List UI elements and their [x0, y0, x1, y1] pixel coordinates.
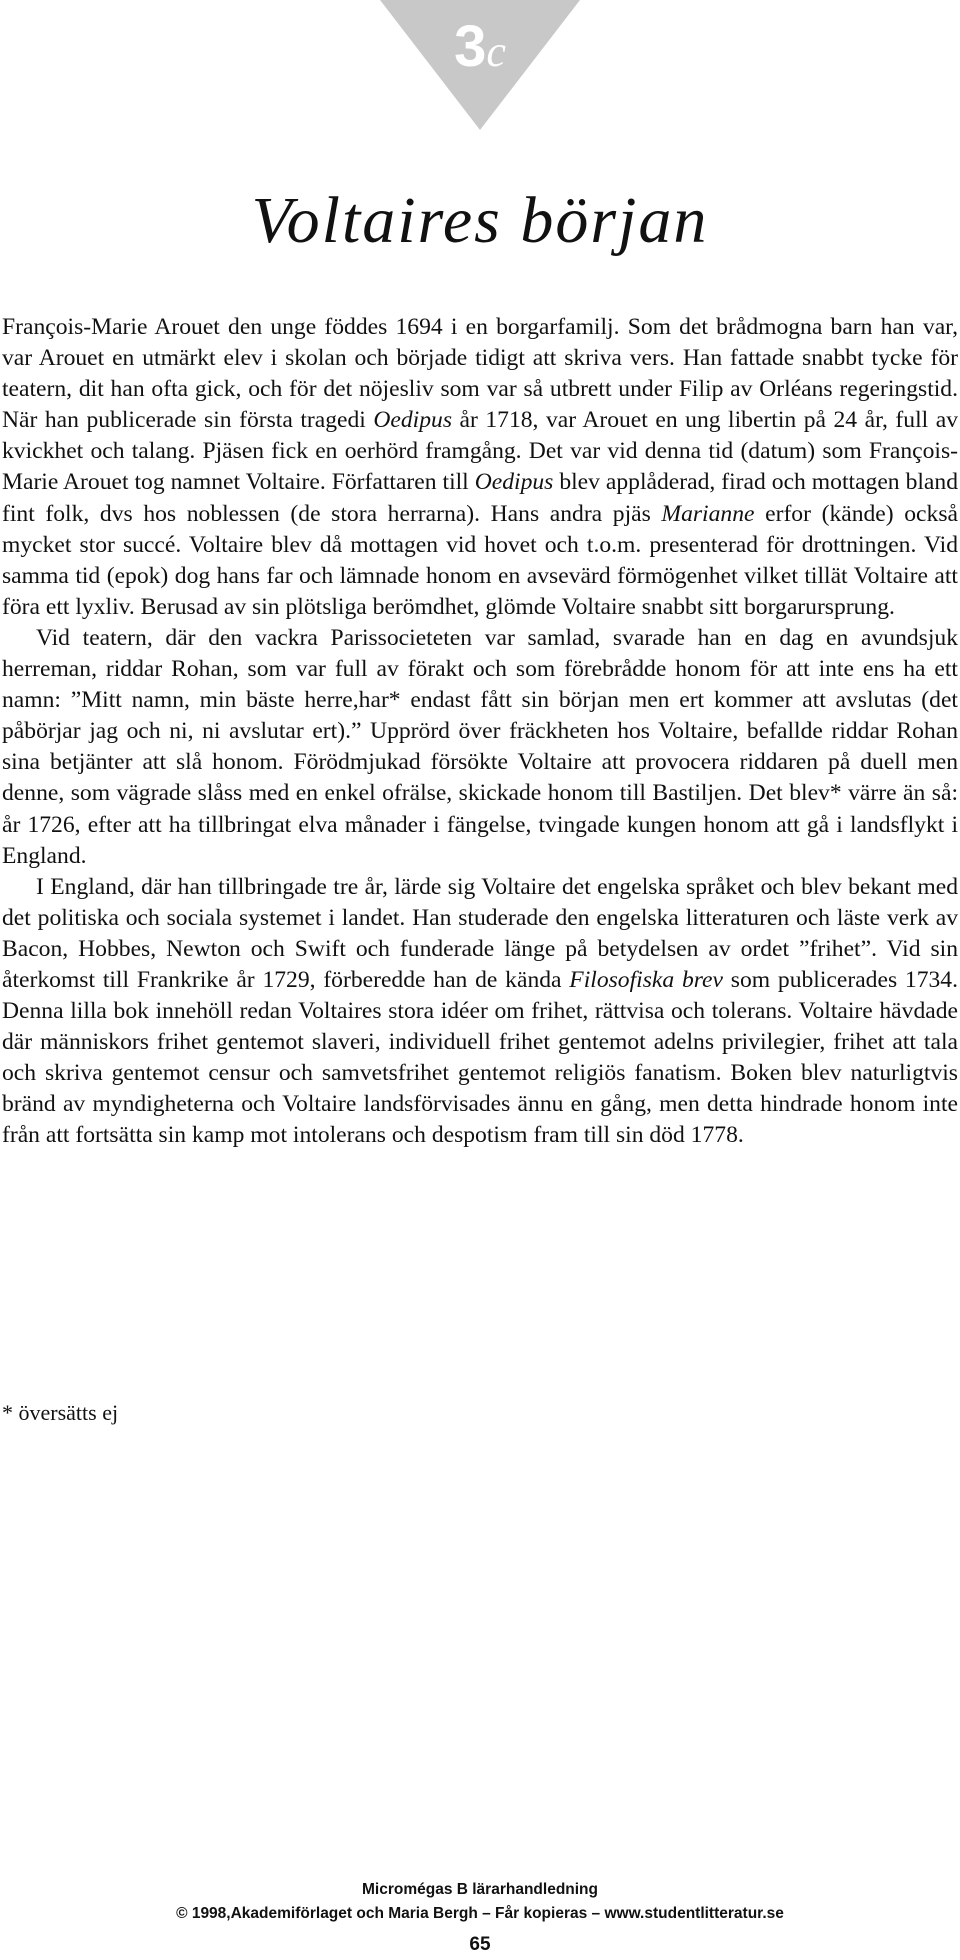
text-run-italic: Marianne: [661, 500, 755, 527]
paragraph-3: [2, 872, 958, 1152]
text-run: som publicerades 1734. Denna lilla bok innehöll redan Voltaires stora idéer om frihet, rättvisa och tolerans. Voltaire hävdade där människors frihet gentemot slaveri, individuell frihet gentemot adelns privilegier, frihet att tala och skriva gentemot censur och samvetsfrihet gentemot religiös fanatism. Boken blev naturligtvis bränd av myndigheterna och Voltaire landsförvisades ännu en gång, men detta hindrade honom inte från att fortsätta sin kamp mot intolerans och despotism fram till sin död 1778.: [2, 966, 958, 1149]
text-run-italic: Oedipus: [474, 469, 554, 496]
text-run: erfor (kände) också mycket stor succé. Voltaire blev då mottagen vid hovet och t.o.m. presenterad för drottningen. Vid samma tid (epok) dog hans far och lämnade honom en avsevärd förmögenhet vilket tillät Voltaire att föra ett lyxliv. Berusad av sin plötsliga berömdhet, glömde Voltaire snabbt sitt borgarursprung.: [2, 500, 958, 620]
text-run-italic: Filosofiska brev: [569, 966, 723, 993]
text-run: år 1718, var Arouet en ung libertin på 24 år, full av kvickhet och talang. Pjäsen fick en oerhörd framgång. Det var vid denna tid (datum) som François-Marie Arouet tog namnet Voltaire. Författaren till: [2, 407, 958, 496]
paragraph-1: [2, 312, 958, 623]
footnote: * översätts ej: [2, 1400, 119, 1425]
text-run: blev applåderad, firad och mottagen bland fint folk, dvs hos noblessen (de stora herrarna). Hans andra pjäs: [2, 469, 958, 527]
text-run: François-Marie Arouet den unge föddes 1694 i en borgarfamilj. Som det brådmogna barn han var, var Arouet en utmärkt elev i skolan och började tidigt att skriva vers. Han fattade snabbt tycke för teatern, dit han ofta gick, och för det nöjesliv som var så utbrett under Filip av Orléans regeringstid. När han publicerade sin första tragedi: [2, 314, 958, 434]
page-number: 65: [469, 1934, 491, 1956]
text-run: Vid teatern, där den vackra Parissocieteten var samlad, svarade han en dag en avundsjuk herreman, riddar Rohan, som var full av förakt och som förebrådde honom för att inte ens ha ett namn: ”Mitt namn, min bäste herre,har* endast fått sin början men ert kommer att avslutas (det påbörjar jag och ni, ni avslutar ert).” Upprörd över fräckheten hos Voltaire, befallde riddar Rohan sina betjänter att slå honom. Förödmjukad försökte Voltaire att provocera riddaren på duell men denne, som vägrade slåss med en enkel ofrälse, skickade honom till Bastiljen. Det blev* värre än så: år 1726, efter att ha tillbringat elva månader i fängelse, tvingade kungen honom att gå i landsflykt i England.: [2, 624, 958, 869]
chapter-number-digit: 3: [454, 14, 487, 79]
body-text: [2, 312, 958, 1152]
footer-copyright: © 1998,Akademiförlaget och Maria Bergh – Får kopieras – www.studentlitteratur.se: [176, 1905, 784, 1923]
text-run-italic: Oedipus: [373, 407, 452, 434]
paragraph-2: [2, 623, 958, 872]
footer-book-title: Micromégas B lärarhandledning: [362, 1881, 598, 1898]
page-title: Voltaires början: [251, 184, 709, 257]
page-footer: [0, 1878, 960, 1959]
chapter-number: [380, 14, 580, 79]
chapter-marker: [380, 0, 580, 130]
chapter-number-suffix: c: [486, 27, 506, 76]
text-run: I England, där han tillbringade tre år, lärde sig Voltaire det engelska språket och blev bekant med det politiska och sociala systemet i landet. Han studerade den engelska litteraturen och läste verk av Bacon, Hobbes, Newton och Swift och funderade länge på betydelsen av ordet ”frihet”. Vid sin återkomst till Frankrike år 1729, förberedde han de kända: [2, 873, 958, 993]
